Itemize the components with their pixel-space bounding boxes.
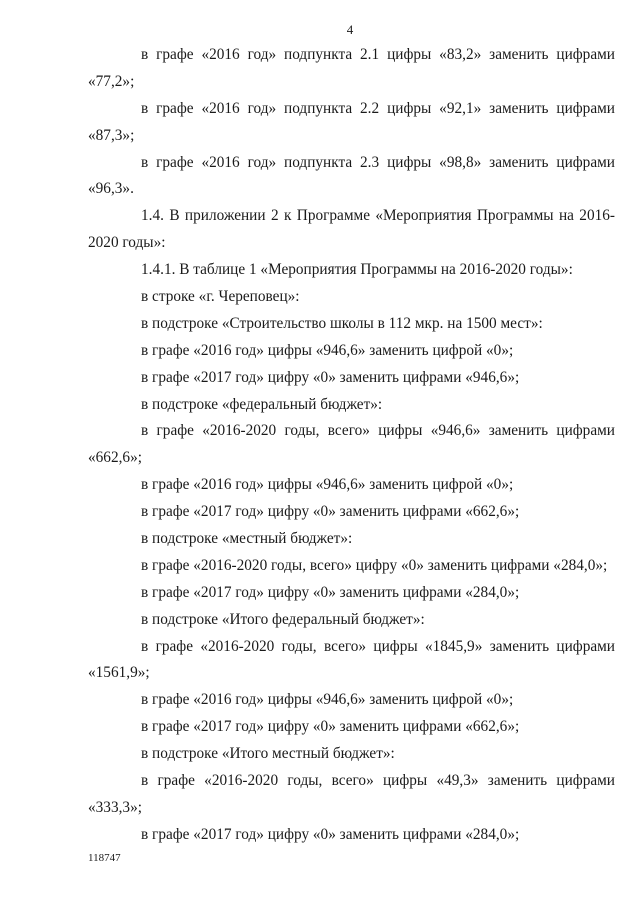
text-line: в подстроке «федеральный бюджет»: [141, 395, 383, 413]
text-line: «77,2»; [88, 72, 135, 90]
text-line: в графе «2016-2020 годы, всего» цифры «1845,9» заменить цифрами [141, 637, 615, 655]
text-line: в графе «2017 год» цифру «0» заменить цифрами «662,6»; [141, 503, 520, 521]
text-line: в графе «2017 год» цифру «0» заменить цифрами «946,6»; [141, 368, 520, 386]
text-line: в строке «г. Череповец»: [141, 288, 300, 306]
text-line: в графе «2017 год» цифру «0» заменить цифрами «662,6»; [141, 718, 520, 736]
text-line: в графе «2016 год» цифры «946,6» заменить цифрой «0»; [141, 691, 514, 709]
page-number: 4 [346, 22, 354, 37]
document-id: 118747 [88, 852, 121, 864]
text-line: «1561,9»; [88, 664, 150, 682]
text-line: в графе «2016 год» подпункта 2.1 цифры «83,2» заменить цифрами [141, 46, 615, 63]
text-line: в графе «2017 год» цифру «0» заменить цифрами «284,0»; [141, 583, 520, 601]
text-line: 1.4. В приложении 2 к Программе «Мероприятия Программы на 2016- [141, 207, 615, 225]
text-line: «87,3»; [88, 126, 135, 144]
text-line: «96,3». [88, 180, 134, 198]
text-line: «662,6»; [88, 449, 142, 467]
text-line: в графе «2016-2020 годы, всего» цифры «49,3» заменить цифрами [141, 772, 615, 790]
text-line: в графе «2016 год» цифры «946,6» заменить цифрой «0»; [141, 341, 514, 359]
text-line: в подстроке «Строительство школы в 112 мкр. на 1500 мест»: [141, 314, 543, 332]
text-line: 2020 годы»: [88, 234, 166, 252]
document-body [88, 42, 615, 849]
text-line: в графе «2017 год» цифру «0» заменить цифрами «284,0»; [141, 825, 520, 843]
text-line: 1.4.1. В таблице 1 «Мероприятия Программы на 2016-2020 годы»: [141, 261, 573, 279]
text-line: в графе «2016-2020 годы, всего» цифры «946,6» заменить цифрами [141, 422, 615, 440]
text-line: в графе «2016 год» подпункта 2.2 цифры «92,1» заменить цифрами [141, 99, 615, 117]
text-line: в графе «2016 год» цифры «946,6» заменить цифрой «0»; [141, 476, 514, 494]
text-line: в графе «2016 год» подпункта 2.3 цифры «98,8» заменить цифрами [141, 153, 615, 171]
text-line: в подстроке «местный бюджет»: [141, 530, 353, 548]
text-line: в подстроке «Итого местный бюджет»: [141, 745, 395, 763]
text-line: в графе «2016-2020 годы, всего» цифру «0» заменить цифрами «284,0»; [141, 556, 608, 574]
text-line: в подстроке «Итого федеральный бюджет»: [141, 610, 425, 628]
text-line: «333,3»; [88, 798, 142, 816]
